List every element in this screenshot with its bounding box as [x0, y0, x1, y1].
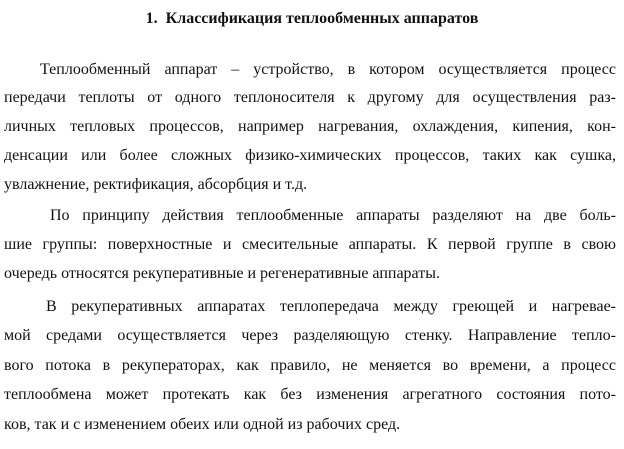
- paragraph-1-line-2: передачи теплоты от одного теплоносителя к другому для осуществления раз-: [4, 89, 616, 106]
- paragraph-1-line-4: денсации или более сложных физико-химических процессов, таких как сушка,: [4, 147, 616, 164]
- paragraph-3-line-3: вого потока в рекуператорах, как правило, не меняется во времени, а процесс: [4, 357, 616, 374]
- paragraph-1-line-5: увлажнение, ректификация, абсорбция и т.д.: [4, 176, 308, 193]
- paragraph-3-line-1: В рекуперативных аппаратах теплопередача между греющей и нагревае-: [46, 298, 616, 315]
- paragraph-1-line-1: Теплообменный аппарат – устройство, в котором осуществляется процесс: [40, 61, 616, 78]
- paragraph-2-line-2: шие группы: поверхностные и смесительные аппараты. К первой группе в свою: [4, 236, 616, 253]
- paragraph-3-line-4: теплообмена может протекать как без изменения агрегатного состояния пото-: [4, 386, 616, 403]
- paragraph-2-line-1: По принципу действия теплообменные аппараты разделяют на две боль-: [50, 207, 616, 224]
- section-heading: [0, 9, 624, 29]
- paragraph-1-line-3: личных тепловых процессов, например нагревания, охлаждения, кипения, кон-: [4, 118, 616, 135]
- paragraph-3-line-5: ков, так и с изменением обеих или одной из рабочих сред.: [4, 416, 401, 433]
- paragraph-3-line-2: мой средами осуществляется через разделяющую стенку. Направление тепло-: [4, 327, 616, 344]
- section-title: Классификация теплообменных аппаратов: [165, 10, 479, 27]
- paragraph-2-line-3: очередь относятся рекуперативные и регенеративные аппараты.: [4, 265, 440, 282]
- section-number: 1.: [145, 10, 158, 27]
